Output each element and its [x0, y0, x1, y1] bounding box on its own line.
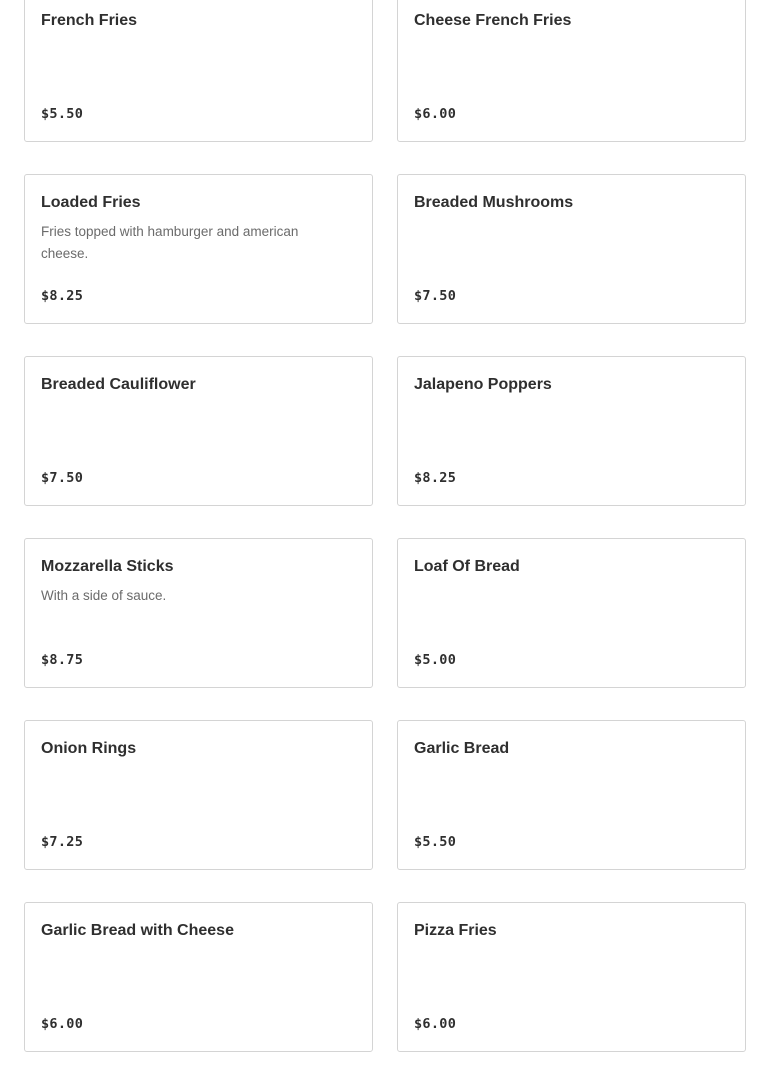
menu-item-price: $6.00 [414, 1016, 457, 1032]
menu-item-name: Onion Rings [41, 740, 137, 757]
menu-item-price: $6.00 [41, 1016, 84, 1032]
menu-item-price: $7.25 [41, 834, 84, 850]
menu-item-price: $6.00 [414, 106, 457, 122]
menu-items-grid [24, 0, 746, 1052]
menu-item-description: Fries topped with hamburger and american cheese. [41, 224, 299, 261]
menu-item-card[interactable] [397, 902, 746, 1052]
menu-item-card[interactable] [397, 356, 746, 506]
menu-item-name: Breaded Mushrooms [414, 194, 574, 211]
menu-item-card[interactable] [24, 174, 373, 324]
menu-item-price: $5.50 [414, 834, 457, 850]
menu-item-card[interactable] [24, 356, 373, 506]
menu-item-card[interactable] [397, 174, 746, 324]
menu-item-price: $5.00 [414, 652, 457, 668]
menu-item-name: Loaded Fries [41, 194, 141, 211]
menu-item-card[interactable] [24, 538, 373, 688]
menu-item-price: $7.50 [414, 288, 457, 304]
menu-item-card[interactable] [24, 720, 373, 870]
menu-item-name: Cheese French Fries [414, 12, 572, 29]
menu-item-name: Garlic Bread with Cheese [41, 922, 234, 939]
menu-item-card[interactable] [397, 0, 746, 142]
menu-item-card[interactable] [397, 720, 746, 870]
menu-item-price: $7.50 [41, 470, 84, 486]
menu-item-name: Mozzarella Sticks [41, 558, 174, 575]
menu-item-name: Pizza Fries [414, 922, 497, 939]
menu-item-card[interactable] [397, 538, 746, 688]
menu-item-name: French Fries [41, 12, 138, 29]
menu-item-description: With a side of sauce. [41, 588, 167, 603]
menu-item-card[interactable] [24, 902, 373, 1052]
menu-item-price: $8.75 [41, 652, 84, 668]
menu-item-name: Breaded Cauliflower [41, 376, 196, 393]
menu-item-name: Loaf Of Bread [414, 558, 520, 575]
menu-item-name: Garlic Bread [414, 740, 510, 757]
menu-item-price: $8.25 [414, 470, 457, 486]
menu-item-name: Jalapeno Poppers [414, 376, 552, 393]
menu-item-price: $5.50 [41, 106, 84, 122]
menu-item-card[interactable] [24, 0, 373, 142]
menu-item-price: $8.25 [41, 288, 84, 304]
